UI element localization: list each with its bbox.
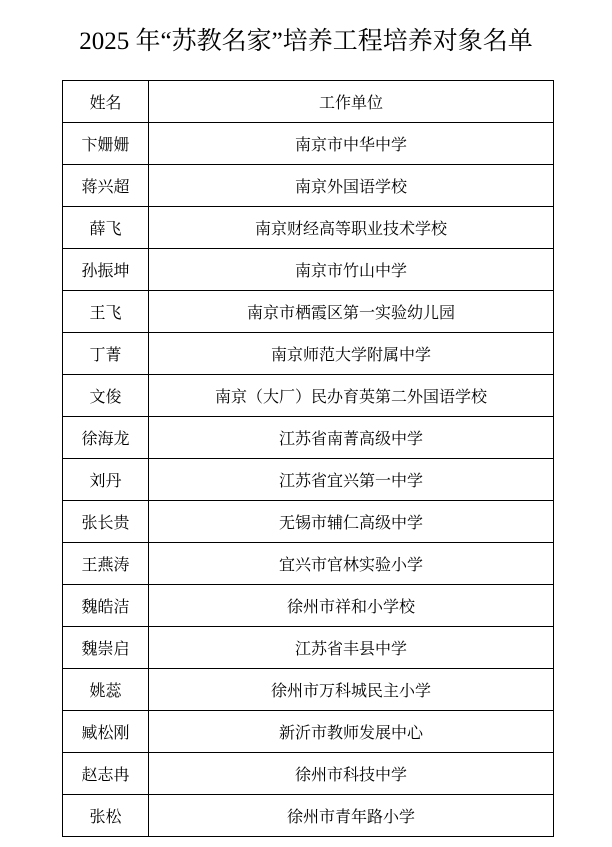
roster-table	[62, 80, 554, 837]
cell-unit: 无锡市辅仁高级中学	[149, 501, 554, 543]
cell-unit: 江苏省南菁高级中学	[149, 417, 554, 459]
cell-name: 魏崇启	[63, 627, 149, 669]
cell-name: 王飞	[63, 291, 149, 333]
table-row	[63, 459, 554, 501]
cell-unit: 江苏省丰县中学	[149, 627, 554, 669]
cell-name: 文俊	[63, 375, 149, 417]
cell-name: 蒋兴超	[63, 165, 149, 207]
table-row	[63, 123, 554, 165]
table-row	[63, 669, 554, 711]
cell-unit: 江苏省宜兴第一中学	[149, 459, 554, 501]
page-title: 2025 年“苏教名家”培养工程培养对象名单	[79, 27, 533, 55]
table-row	[63, 795, 554, 837]
cell-unit: 徐州市祥和小学校	[149, 585, 554, 627]
cell-name: 卞姗姗	[63, 123, 149, 165]
cell-name: 刘丹	[63, 459, 149, 501]
table-row	[63, 375, 554, 417]
cell-unit: 南京（大厂）民办育英第二外国语学校	[149, 375, 554, 417]
cell-name: 徐海龙	[63, 417, 149, 459]
cell-name: 魏皓洁	[63, 585, 149, 627]
cell-name: 孙振坤	[63, 249, 149, 291]
table-row	[63, 711, 554, 753]
header-name: 姓名	[63, 81, 149, 123]
header-unit: 工作单位	[149, 81, 554, 123]
cell-unit: 南京市栖霞区第一实验幼儿园	[149, 291, 554, 333]
cell-unit: 新沂市教师发展中心	[149, 711, 554, 753]
table-row	[63, 627, 554, 669]
table-row	[63, 501, 554, 543]
cell-unit: 南京财经高等职业技术学校	[149, 207, 554, 249]
cell-name: 张松	[63, 795, 149, 837]
table-row	[63, 165, 554, 207]
table-row	[63, 543, 554, 585]
table-row	[63, 417, 554, 459]
table-row	[63, 585, 554, 627]
cell-name: 张长贵	[63, 501, 149, 543]
table-row	[63, 753, 554, 795]
table-body	[63, 123, 554, 837]
table-row	[63, 333, 554, 375]
cell-unit: 徐州市科技中学	[149, 753, 554, 795]
cell-name: 臧松刚	[63, 711, 149, 753]
cell-name: 丁菁	[63, 333, 149, 375]
table-row	[63, 249, 554, 291]
cell-name: 赵志冉	[63, 753, 149, 795]
cell-unit: 南京市中华中学	[149, 123, 554, 165]
table-row	[63, 291, 554, 333]
cell-unit: 徐州市青年路小学	[149, 795, 554, 837]
cell-name: 薛飞	[63, 207, 149, 249]
cell-unit: 宜兴市官林实验小学	[149, 543, 554, 585]
cell-unit: 南京市竹山中学	[149, 249, 554, 291]
table-header-row	[63, 81, 554, 123]
cell-name: 姚蕊	[63, 669, 149, 711]
cell-unit: 南京外国语学校	[149, 165, 554, 207]
table-row	[63, 207, 554, 249]
cell-unit: 徐州市万科城民主小学	[149, 669, 554, 711]
cell-name: 王燕涛	[63, 543, 149, 585]
cell-unit: 南京师范大学附属中学	[149, 333, 554, 375]
